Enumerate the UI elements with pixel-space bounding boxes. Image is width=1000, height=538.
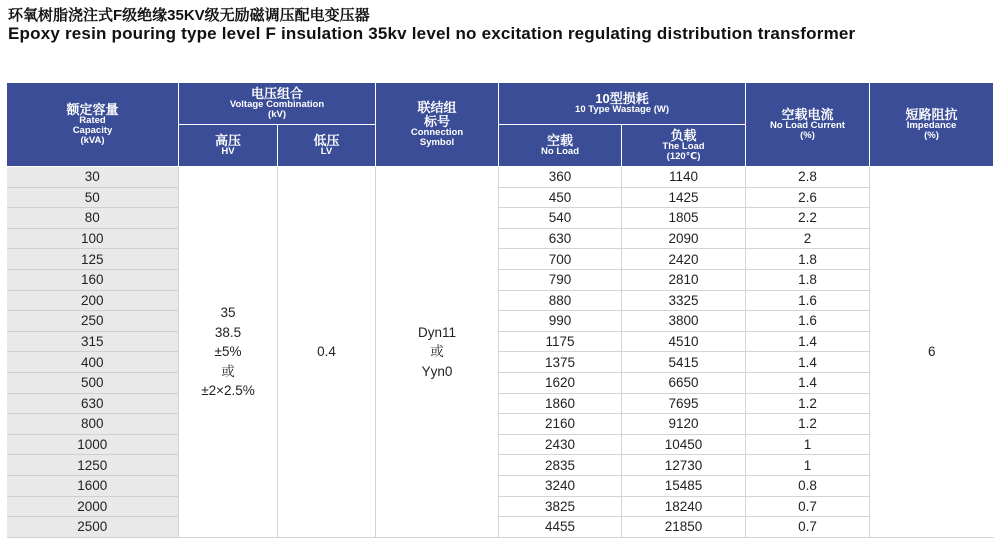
no-load-cell: 1620 <box>499 372 622 393</box>
header-voltage-combination: 电压组合 Voltage Combination (kV) <box>179 83 376 125</box>
current-cell: 1.6 <box>746 311 870 332</box>
load-cell: 5415 <box>622 352 746 373</box>
load-cell: 12730 <box>622 455 746 476</box>
capacity-cell: 100 <box>7 228 179 249</box>
current-cell: 1.2 <box>746 414 870 435</box>
header-wastage: 10型损耗 10 Type Wastage (W) <box>499 83 746 125</box>
header-no-load: 空载 No Load <box>499 125 622 167</box>
capacity-cell: 1250 <box>7 455 179 476</box>
capacity-cell: 2500 <box>7 517 179 538</box>
no-load-cell: 450 <box>499 187 622 208</box>
table-row <box>7 455 994 476</box>
hv-cell <box>179 167 278 538</box>
header-lv: 低压 LV <box>278 125 376 167</box>
load-cell: 1805 <box>622 208 746 229</box>
table-row <box>7 208 994 229</box>
capacity-cell: 125 <box>7 249 179 270</box>
table-row <box>7 496 994 517</box>
load-cell: 6650 <box>622 372 746 393</box>
table-row <box>7 187 994 208</box>
current-cell: 0.7 <box>746 517 870 538</box>
no-load-cell: 1175 <box>499 331 622 352</box>
no-load-cell: 540 <box>499 208 622 229</box>
load-cell: 1140 <box>622 167 746 188</box>
header-the-load: 负载 The Load (120℃) <box>622 125 746 167</box>
capacity-cell: 250 <box>7 311 179 332</box>
capacity-cell: 2000 <box>7 496 179 517</box>
no-load-cell: 360 <box>499 167 622 188</box>
hv-value-line: 或 <box>221 363 235 379</box>
no-load-cell: 3240 <box>499 475 622 496</box>
table-row <box>7 311 994 332</box>
no-load-cell: 2835 <box>499 455 622 476</box>
load-cell: 9120 <box>622 414 746 435</box>
load-cell: 21850 <box>622 517 746 538</box>
load-cell: 4510 <box>622 331 746 352</box>
current-cell: 1.8 <box>746 269 870 290</box>
table-row <box>7 269 994 290</box>
load-cell: 3325 <box>622 290 746 311</box>
load-cell: 3800 <box>622 311 746 332</box>
no-load-cell: 2430 <box>499 434 622 455</box>
no-load-cell: 630 <box>499 228 622 249</box>
current-cell: 1.4 <box>746 352 870 373</box>
current-cell: 1.4 <box>746 372 870 393</box>
header-impedance: 短路阻抗 Impedance (%) <box>870 83 994 167</box>
load-cell: 18240 <box>622 496 746 517</box>
no-load-cell: 4455 <box>499 517 622 538</box>
header-rated-capacity: 额定容量 Rated Capacity (kVA) <box>7 83 179 167</box>
table-row <box>7 414 994 435</box>
hv-value-line: 35 <box>220 304 236 320</box>
table-row <box>7 331 994 352</box>
no-load-cell: 700 <box>499 249 622 270</box>
header-hv: 高压 HV <box>179 125 278 167</box>
no-load-cell: 790 <box>499 269 622 290</box>
current-cell: 0.8 <box>746 475 870 496</box>
table-row <box>7 372 994 393</box>
current-cell: 2.8 <box>746 167 870 188</box>
load-cell: 7695 <box>622 393 746 414</box>
no-load-cell: 990 <box>499 311 622 332</box>
capacity-cell: 1600 <box>7 475 179 496</box>
capacity-cell: 500 <box>7 372 179 393</box>
current-cell: 1 <box>746 434 870 455</box>
capacity-cell: 315 <box>7 331 179 352</box>
table-row <box>7 167 994 188</box>
table-row <box>7 352 994 373</box>
load-cell: 2420 <box>622 249 746 270</box>
current-cell: 1.6 <box>746 290 870 311</box>
capacity-cell: 30 <box>7 167 179 188</box>
title-english: Epoxy resin pouring type level F insulation 35kv level no excitation regulating distribution transformer <box>8 24 856 43</box>
lv-cell: 0.4 <box>278 167 376 538</box>
spec-table <box>6 82 994 538</box>
connection-value-line: Dyn11 <box>418 324 457 340</box>
table-row <box>7 393 994 414</box>
current-cell: 1 <box>746 455 870 476</box>
capacity-cell: 400 <box>7 352 179 373</box>
table-row <box>7 228 994 249</box>
current-cell: 0.7 <box>746 496 870 517</box>
current-cell: 1.8 <box>746 249 870 270</box>
header-connection-symbol: 联结组 标号 Connection Symbol <box>376 83 499 167</box>
no-load-cell: 3825 <box>499 496 622 517</box>
hv-value-line: ±2×2.5% <box>201 383 255 399</box>
no-load-cell: 880 <box>499 290 622 311</box>
table-row <box>7 249 994 270</box>
load-cell: 2810 <box>622 269 746 290</box>
current-cell: 1.4 <box>746 331 870 352</box>
capacity-cell: 800 <box>7 414 179 435</box>
hv-value-line: 38.5 <box>214 324 242 340</box>
capacity-cell: 80 <box>7 208 179 229</box>
load-cell: 10450 <box>622 434 746 455</box>
current-cell: 1.2 <box>746 393 870 414</box>
connection-value-line: 或 <box>430 344 444 360</box>
hv-value-line: ±5% <box>214 344 242 360</box>
capacity-cell: 630 <box>7 393 179 414</box>
capacity-cell: 200 <box>7 290 179 311</box>
no-load-cell: 1375 <box>499 352 622 373</box>
table-row <box>7 517 994 538</box>
table-body <box>7 167 994 538</box>
header-no-load-current: 空载电流 No Load Current (%) <box>746 83 870 167</box>
load-cell: 15485 <box>622 475 746 496</box>
capacity-cell: 1000 <box>7 434 179 455</box>
current-cell: 2.2 <box>746 208 870 229</box>
table-row <box>7 434 994 455</box>
impedance-cell: 6 <box>870 167 994 538</box>
connection-value-line: Yyn0 <box>421 363 453 379</box>
title-chinese: 环氧树脂浇注式F级绝缘35KV级无励磁调压配电变压器 <box>8 7 370 24</box>
current-cell: 2.6 <box>746 187 870 208</box>
no-load-cell: 1860 <box>499 393 622 414</box>
capacity-cell: 50 <box>7 187 179 208</box>
connection-cell <box>376 167 499 538</box>
current-cell: 2 <box>746 228 870 249</box>
no-load-cell: 2160 <box>499 414 622 435</box>
load-cell: 1425 <box>622 187 746 208</box>
load-cell: 2090 <box>622 228 746 249</box>
table-row <box>7 290 994 311</box>
capacity-cell: 160 <box>7 269 179 290</box>
table-row <box>7 475 994 496</box>
